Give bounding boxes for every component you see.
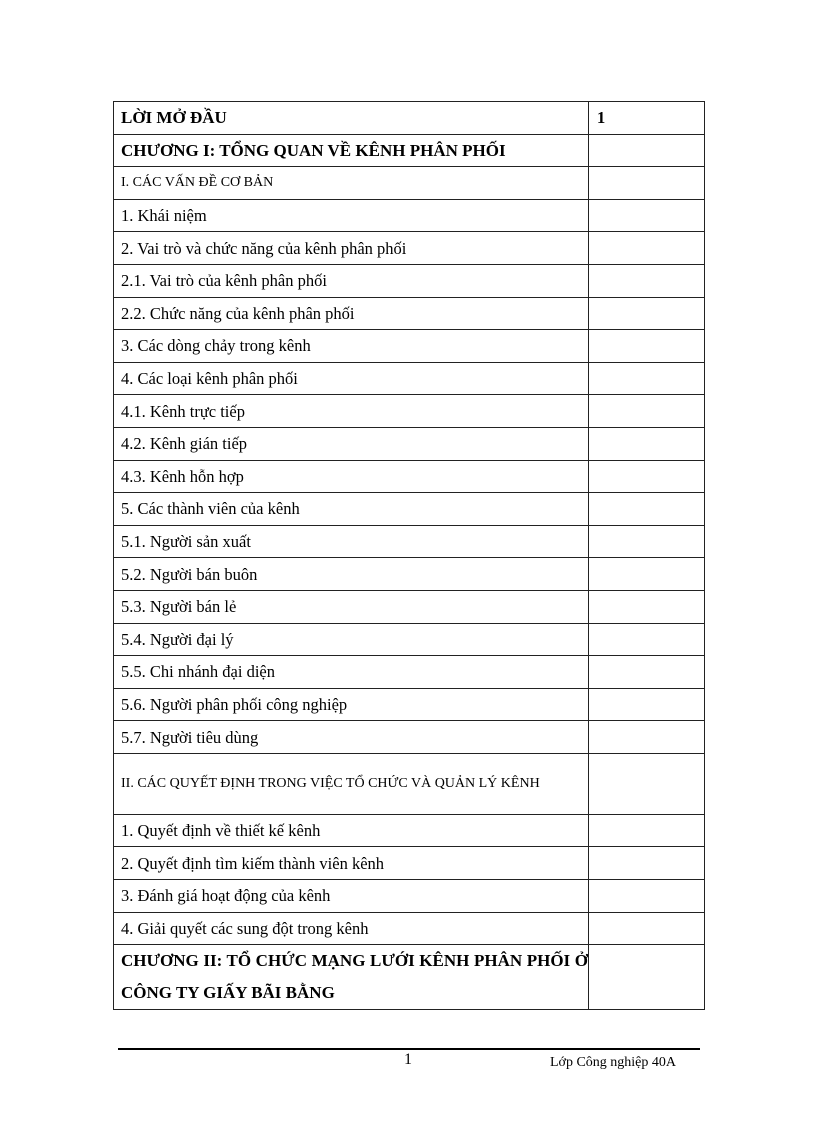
- toc-row: [114, 880, 705, 913]
- toc-entry-title: 1. Khái niệm: [114, 199, 589, 232]
- toc-entry-title: 5.4. Người đại lý: [114, 623, 589, 656]
- toc-entry-page: [589, 395, 705, 428]
- toc-entry-page: [589, 525, 705, 558]
- toc-entry-page: [589, 362, 705, 395]
- toc-row: [114, 493, 705, 526]
- toc-entry-page: [589, 199, 705, 232]
- toc-entry-title: 5. Các thành viên của kênh: [114, 493, 589, 526]
- toc-entry-title: CHƯƠNG II: TỔ CHỨC MẠNG LƯỚI KÊNH PHÂN PHỐI Ở CÔNG TY GIẤY BÃI BẰNG: [114, 945, 589, 1010]
- toc-entry-title: 4.1. Kênh trực tiếp: [114, 395, 589, 428]
- toc-row: [114, 688, 705, 721]
- table-of-contents: [113, 101, 705, 1010]
- toc-row: [114, 525, 705, 558]
- toc-entry-title: 4. Các loại kênh phân phối: [114, 362, 589, 395]
- toc-row: [114, 330, 705, 363]
- toc-entry-title: 5.5. Chi nhánh đại diện: [114, 656, 589, 689]
- toc-entry-page: [589, 688, 705, 721]
- toc-entry-page: [589, 330, 705, 363]
- toc-entry-page: [589, 656, 705, 689]
- footer-page-number: 1: [404, 1051, 412, 1068]
- toc-entry-page: [589, 753, 705, 814]
- toc-entry-title: 4.2. Kênh gián tiếp: [114, 427, 589, 460]
- toc-row: [114, 199, 705, 232]
- toc-entry-page: [589, 721, 705, 754]
- toc-row: [114, 945, 705, 1010]
- toc-row: [114, 395, 705, 428]
- toc-row: [114, 167, 705, 200]
- toc-entry-title: 5.1. Người sản xuất: [114, 525, 589, 558]
- toc-entry-page: [589, 297, 705, 330]
- toc-row: [114, 656, 705, 689]
- toc-body: [114, 102, 705, 1010]
- toc-entry-title: CHƯƠNG I: TỔNG QUAN VỀ KÊNH PHÂN PHỐI: [114, 134, 589, 167]
- toc-row: [114, 721, 705, 754]
- toc-row: [114, 623, 705, 656]
- toc-entry-page: [589, 590, 705, 623]
- toc-entry-page: [589, 912, 705, 945]
- toc-entry-title: 2. Vai trò và chức năng của kênh phân phối: [114, 232, 589, 265]
- toc-entry-title: LỜI MỞ ĐẦU: [114, 102, 589, 135]
- toc-entry-title: 5.2. Người bán buôn: [114, 558, 589, 591]
- toc-entry-title: 2.2. Chức năng của kênh phân phối: [114, 297, 589, 330]
- toc-entry-page: [589, 623, 705, 656]
- footer-class-label: Lớp Công nghiệp 40A: [550, 1055, 677, 1070]
- toc-entry-page: [589, 493, 705, 526]
- toc-entry-title: I. CÁC VẤN ĐỀ CƠ BẢN: [114, 167, 589, 200]
- toc-entry-page: [589, 814, 705, 847]
- toc-row: [114, 134, 705, 167]
- toc-row: [114, 102, 705, 135]
- toc-row: [114, 297, 705, 330]
- toc-entry-title: 1. Quyết định về thiết kế kênh: [114, 814, 589, 847]
- toc-row: [114, 362, 705, 395]
- toc-row: [114, 847, 705, 880]
- toc-row: [114, 460, 705, 493]
- toc-entry-title: 2.1. Vai trò của kênh phân phối: [114, 264, 589, 297]
- toc-entry-page: 1: [589, 102, 705, 135]
- toc-entry-title: 5.7. Người tiêu dùng: [114, 721, 589, 754]
- toc-row: [114, 814, 705, 847]
- toc-entry-title: 5.6. Người phân phối công nghiệp: [114, 688, 589, 721]
- toc-entry-page: [589, 880, 705, 913]
- toc-entry-page: [589, 264, 705, 297]
- toc-entry-page: [589, 134, 705, 167]
- toc-entry-page: [589, 167, 705, 200]
- toc-row: [114, 558, 705, 591]
- toc-row: [114, 264, 705, 297]
- toc-entry-title: 5.3. Người bán lẻ: [114, 590, 589, 623]
- toc-entry-page: [589, 460, 705, 493]
- toc-entry-title: 2. Quyết định tìm kiếm thành viên kênh: [114, 847, 589, 880]
- toc-row: [114, 753, 705, 814]
- toc-entry-page: [589, 945, 705, 1010]
- toc-entry-title: 4.3. Kênh hỗn hợp: [114, 460, 589, 493]
- toc-entry-title: 3. Các dòng chảy trong kênh: [114, 330, 589, 363]
- toc-entry-title: 4. Giải quyết các sung đột trong kênh: [114, 912, 589, 945]
- toc-row: [114, 427, 705, 460]
- toc-entry-page: [589, 558, 705, 591]
- toc-entry-page: [589, 847, 705, 880]
- toc-row: [114, 590, 705, 623]
- toc-entry-page: [589, 232, 705, 265]
- footer-rule: [118, 1048, 700, 1050]
- toc-entry-title: II. CÁC QUYẾT ĐỊNH TRONG VIỆC TỔ CHỨC VÀ QUẢN LÝ KÊNH: [114, 753, 589, 814]
- toc-row: [114, 912, 705, 945]
- toc-entry-title: 3. Đánh giá hoạt động của kênh: [114, 880, 589, 913]
- toc-row: [114, 232, 705, 265]
- toc-entry-page: [589, 427, 705, 460]
